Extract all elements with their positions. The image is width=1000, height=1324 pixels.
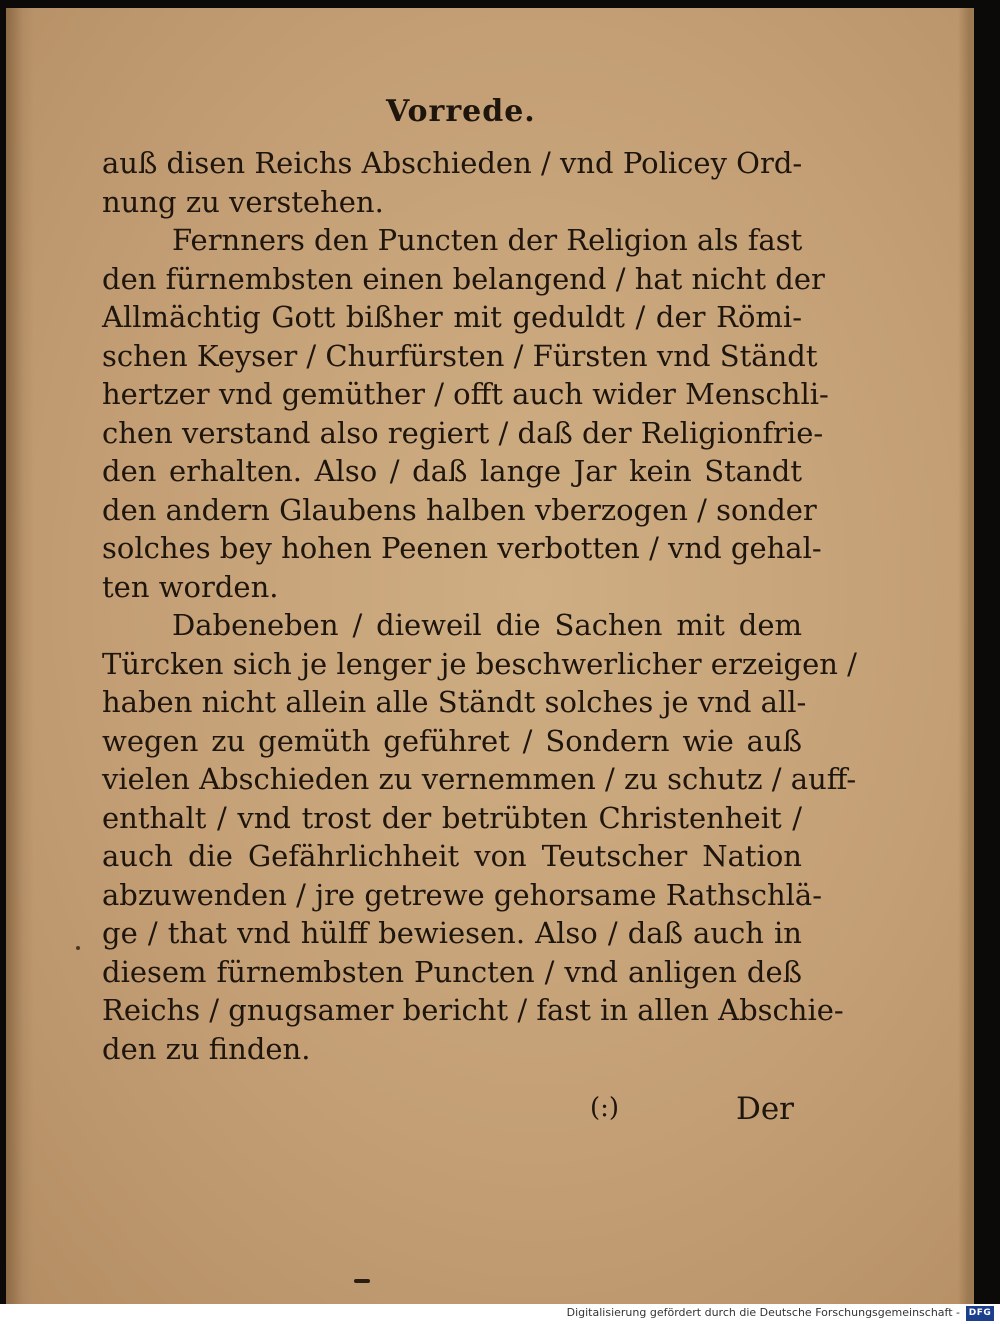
text-line: Reichs / gnugsamer bericht / fast in allen Abschie- <box>102 993 844 1027</box>
dfg-logo-icon: DFG <box>966 1306 994 1321</box>
text-line: vielen Abschieden zu vernemmen / zu schutz / auff- <box>102 762 857 796</box>
text-line: wegen zu gemüth geführet / Sondern wie auß <box>102 723 802 758</box>
text-line: Fernners den Puncten der Religion als fast <box>172 223 803 257</box>
text-line: nung zu verstehen. <box>102 184 384 219</box>
text-line: solches bey hohen Peenen verbotten / vnd gehal- <box>102 531 822 565</box>
running-head: Vorrede. <box>386 94 536 129</box>
text-line: den zu finden. <box>102 1031 311 1066</box>
text-line: chen verstand also regiert / daß der Religionfrie- <box>102 415 824 450</box>
footer-bar <box>0 1304 1000 1324</box>
text-line: auß disen Reichs Abschieden / vnd Policey Ord- <box>102 146 803 180</box>
text-line: diesem fürnembsten Puncten / vnd anligen deß <box>102 954 802 989</box>
text-line: ten worden. <box>102 569 279 604</box>
text-line: auch die Gefährlichheit von Teutscher Nation <box>102 839 802 873</box>
funding-credit: Digitalisierung gefördert durch die Deutsche Forschungsgemeinschaft - <box>566 1306 960 1319</box>
page-foot <box>102 1093 802 1133</box>
text-line: enthalt / vnd trost der betrübten Christenheit / <box>102 800 802 835</box>
text-line: schen Keyser / Churfürsten / Fürsten vnd Ständt <box>102 338 818 373</box>
text-line: Dabeneben / dieweil die Sachen mit dem <box>172 608 802 642</box>
page-text-block <box>102 144 857 1068</box>
text-line: den erhalten. Also / daß lange Jar kein Standt <box>102 454 802 488</box>
book-page <box>6 8 974 1304</box>
signature-mark: (:) <box>590 1093 620 1123</box>
text-line: den fürnembsten einen belangend / hat nicht der <box>102 261 825 296</box>
text-line: Türcken sich je lenger je beschwerlicher erzeigen / <box>102 646 857 681</box>
text-line: hertzer vnd gemüther / offt auch wider Menschli- <box>102 377 829 411</box>
text-line: ge / that vnd hülff bewiesen. Also / daß auch in <box>102 916 802 950</box>
bottom-edge-mark <box>354 1279 370 1283</box>
text-line: den andern Glaubens halben vberzogen / sonder <box>102 492 817 527</box>
catchword: Der <box>735 1091 794 1127</box>
ink-spot <box>76 946 80 950</box>
text-line: abzuwenden / jre getrewe gehorsame Rathschlä- <box>102 877 822 912</box>
text-line: Allmächtig Gott bißher mit geduldt / der Römi- <box>102 300 802 334</box>
text-line: haben nicht allein alle Ständt solches je vnd all- <box>102 685 807 719</box>
